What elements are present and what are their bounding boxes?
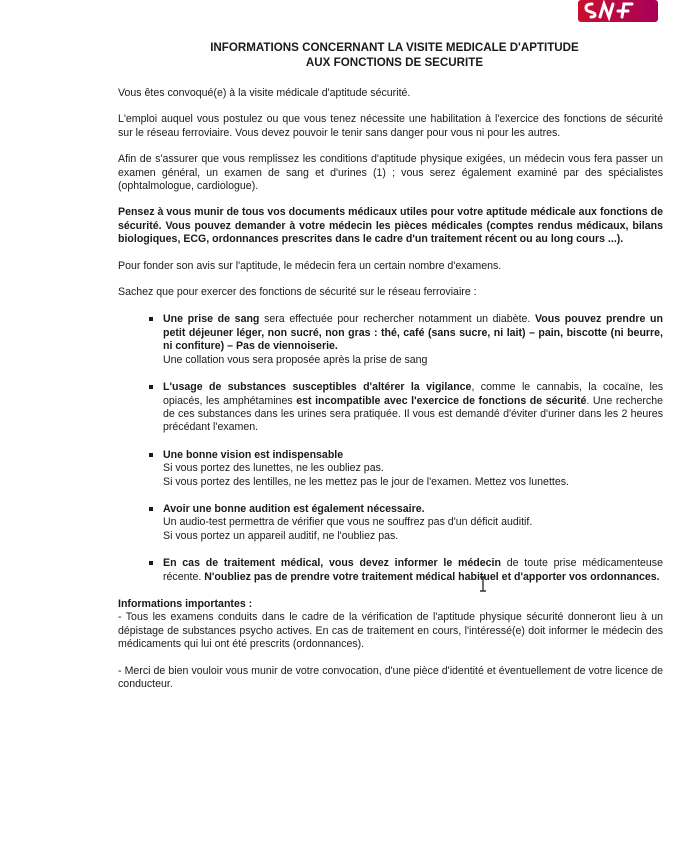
requirements-list — [118, 313, 663, 584]
paragraph-examens: Afin de s'assurer que vous remplissez les conditions d'aptitude physique exigées, un médecin vous fera passer un examen général, un examen de sang et d'urines (1) ; vous serez également examiné par des spécialistes (ophtalmologue, cardiologue). — [118, 153, 663, 193]
bullet-text: sera effectuée pour rechercher notamment un diabète. — [259, 313, 536, 326]
bullet-bold-text: L'usage de substances susceptibles d'altérer la vigilance — [163, 381, 472, 394]
paragraph-emploi: L'emploi auquel vous postulez ou que vous tenez nécessite une habilitation à l'exercice des fonctions de sécurité sur le réseau ferroviaire. Vous devez pouvoir le tenir sans danger pour vous ni pour les autres. — [118, 113, 663, 139]
bullet-bold-text: Une prise de sang — [163, 313, 260, 326]
list-item-audition — [118, 503, 663, 543]
bullet-subline: Si vous portez des lunettes, ne les oubliez pas. — [163, 462, 384, 475]
bullet-bold-text: Une bonne vision est indispensable — [163, 448, 344, 461]
paragraph-convocation: Vous êtes convoqué(e) à la visite médicale d'aptitude sécurité. — [118, 87, 411, 99]
bullet-text: , comme le cannabis, la cocaïne, les opiacés, les amphétamines — [163, 381, 664, 407]
bullet-subline: Un audio-test permettra de vérifier que vous ne souffrez pas d'un déficit auditif. — [163, 516, 533, 529]
sncf-logo — [578, 0, 658, 22]
title-line-1: INFORMATIONS CONCERNANT LA VISITE MEDICALE D'APTITUDE — [210, 41, 579, 54]
title-line-2: AUX FONCTIONS DE SECURITE — [305, 56, 484, 69]
list-item-prise-de-sang — [118, 313, 663, 367]
bullet-square-icon — [149, 453, 153, 457]
list-item-traitement — [118, 557, 663, 584]
important-item-2: - Merci de bien vouloir vous munir de votre convocation, d'une pièce d'identité et éventuellement de votre licence de conducteur. — [118, 664, 663, 690]
bullet-bold-text: En cas de traitement médical, vous devez informer le médecin — [163, 557, 501, 570]
paragraph-avis: Pour fonder son avis sur l'aptitude, le médecin fera un certain nombre d'examens. — [118, 259, 502, 272]
bullet-square-icon — [149, 561, 153, 565]
bullet-bold-text: est incompatible avec l'exercice de fonctions de sécurité — [296, 394, 587, 407]
bullet-subline: Si vous portez un appareil auditif, ne l'oubliez pas. — [163, 529, 399, 542]
bullet-subline: Si vous portez des lentilles, ne les mettez pas le jour de l'examen. Mettez vos lunettes. — [163, 475, 569, 488]
bullet-square-icon — [149, 317, 153, 321]
paragraph-intro-list: Sachez que pour exercer des fonctions de sécurité sur le réseau ferroviaire : — [118, 286, 477, 299]
bullet-subline: Une collation vous sera proposée après la prise de sang — [163, 353, 428, 366]
document-title — [126, 40, 663, 70]
paragraph-documents: Pensez à vous munir de tous vos documents médicaux utiles pour votre aptitude médicale aux fonctions de sécurité. Vous pouvez demander à votre médecin les pièces médicales (comptes rendus médicaux, bilans biologiques, ECG, ordonnances prescrites dans le cadre d'un traitement récent ou au long cours ...). — [118, 206, 663, 246]
bullet-square-icon — [149, 385, 153, 389]
important-heading: Informations importantes : — [118, 597, 253, 610]
document-page — [118, 40, 663, 704]
bullet-square-icon — [149, 507, 153, 511]
bullet-bold-text: N'oubliez pas de prendre votre traitement médical habituel et d'apporter vos ordonnances. — [204, 570, 660, 583]
text-cursor-icon — [478, 576, 488, 592]
bullet-text: . Une recherche de ces substances dans les urines sera pratiquée. Il vous est demandé d'éviter d'uriner dans les 2 heures précédant l'examen. — [163, 394, 663, 434]
bullet-bold-text: Vous pouvez prendre un petit déjeuner léger, non sucré, non gras : thé, café (sans sucre, ni lait) – pain, biscotte (ni beurre, ni confiture) – Pas de viennoiserie. — [163, 313, 663, 353]
bullet-bold-text: Avoir une bonne audition est également nécessaire. — [163, 502, 425, 515]
bullet-text: de toute prise médicamenteuse récente. — [163, 557, 663, 583]
list-item-vision — [118, 449, 663, 489]
important-item-1: - Tous les examens conduits dans le cadre de la vérification de l'aptitude physique sécurité donneront lieu à un dépistage de substances psycho actives. En cas de traitement en cours, l'intéressé(e) doit informer le médecin des médicaments qui lui ont été prescrits (ordonnances). — [118, 611, 663, 651]
list-item-substances — [118, 381, 663, 435]
